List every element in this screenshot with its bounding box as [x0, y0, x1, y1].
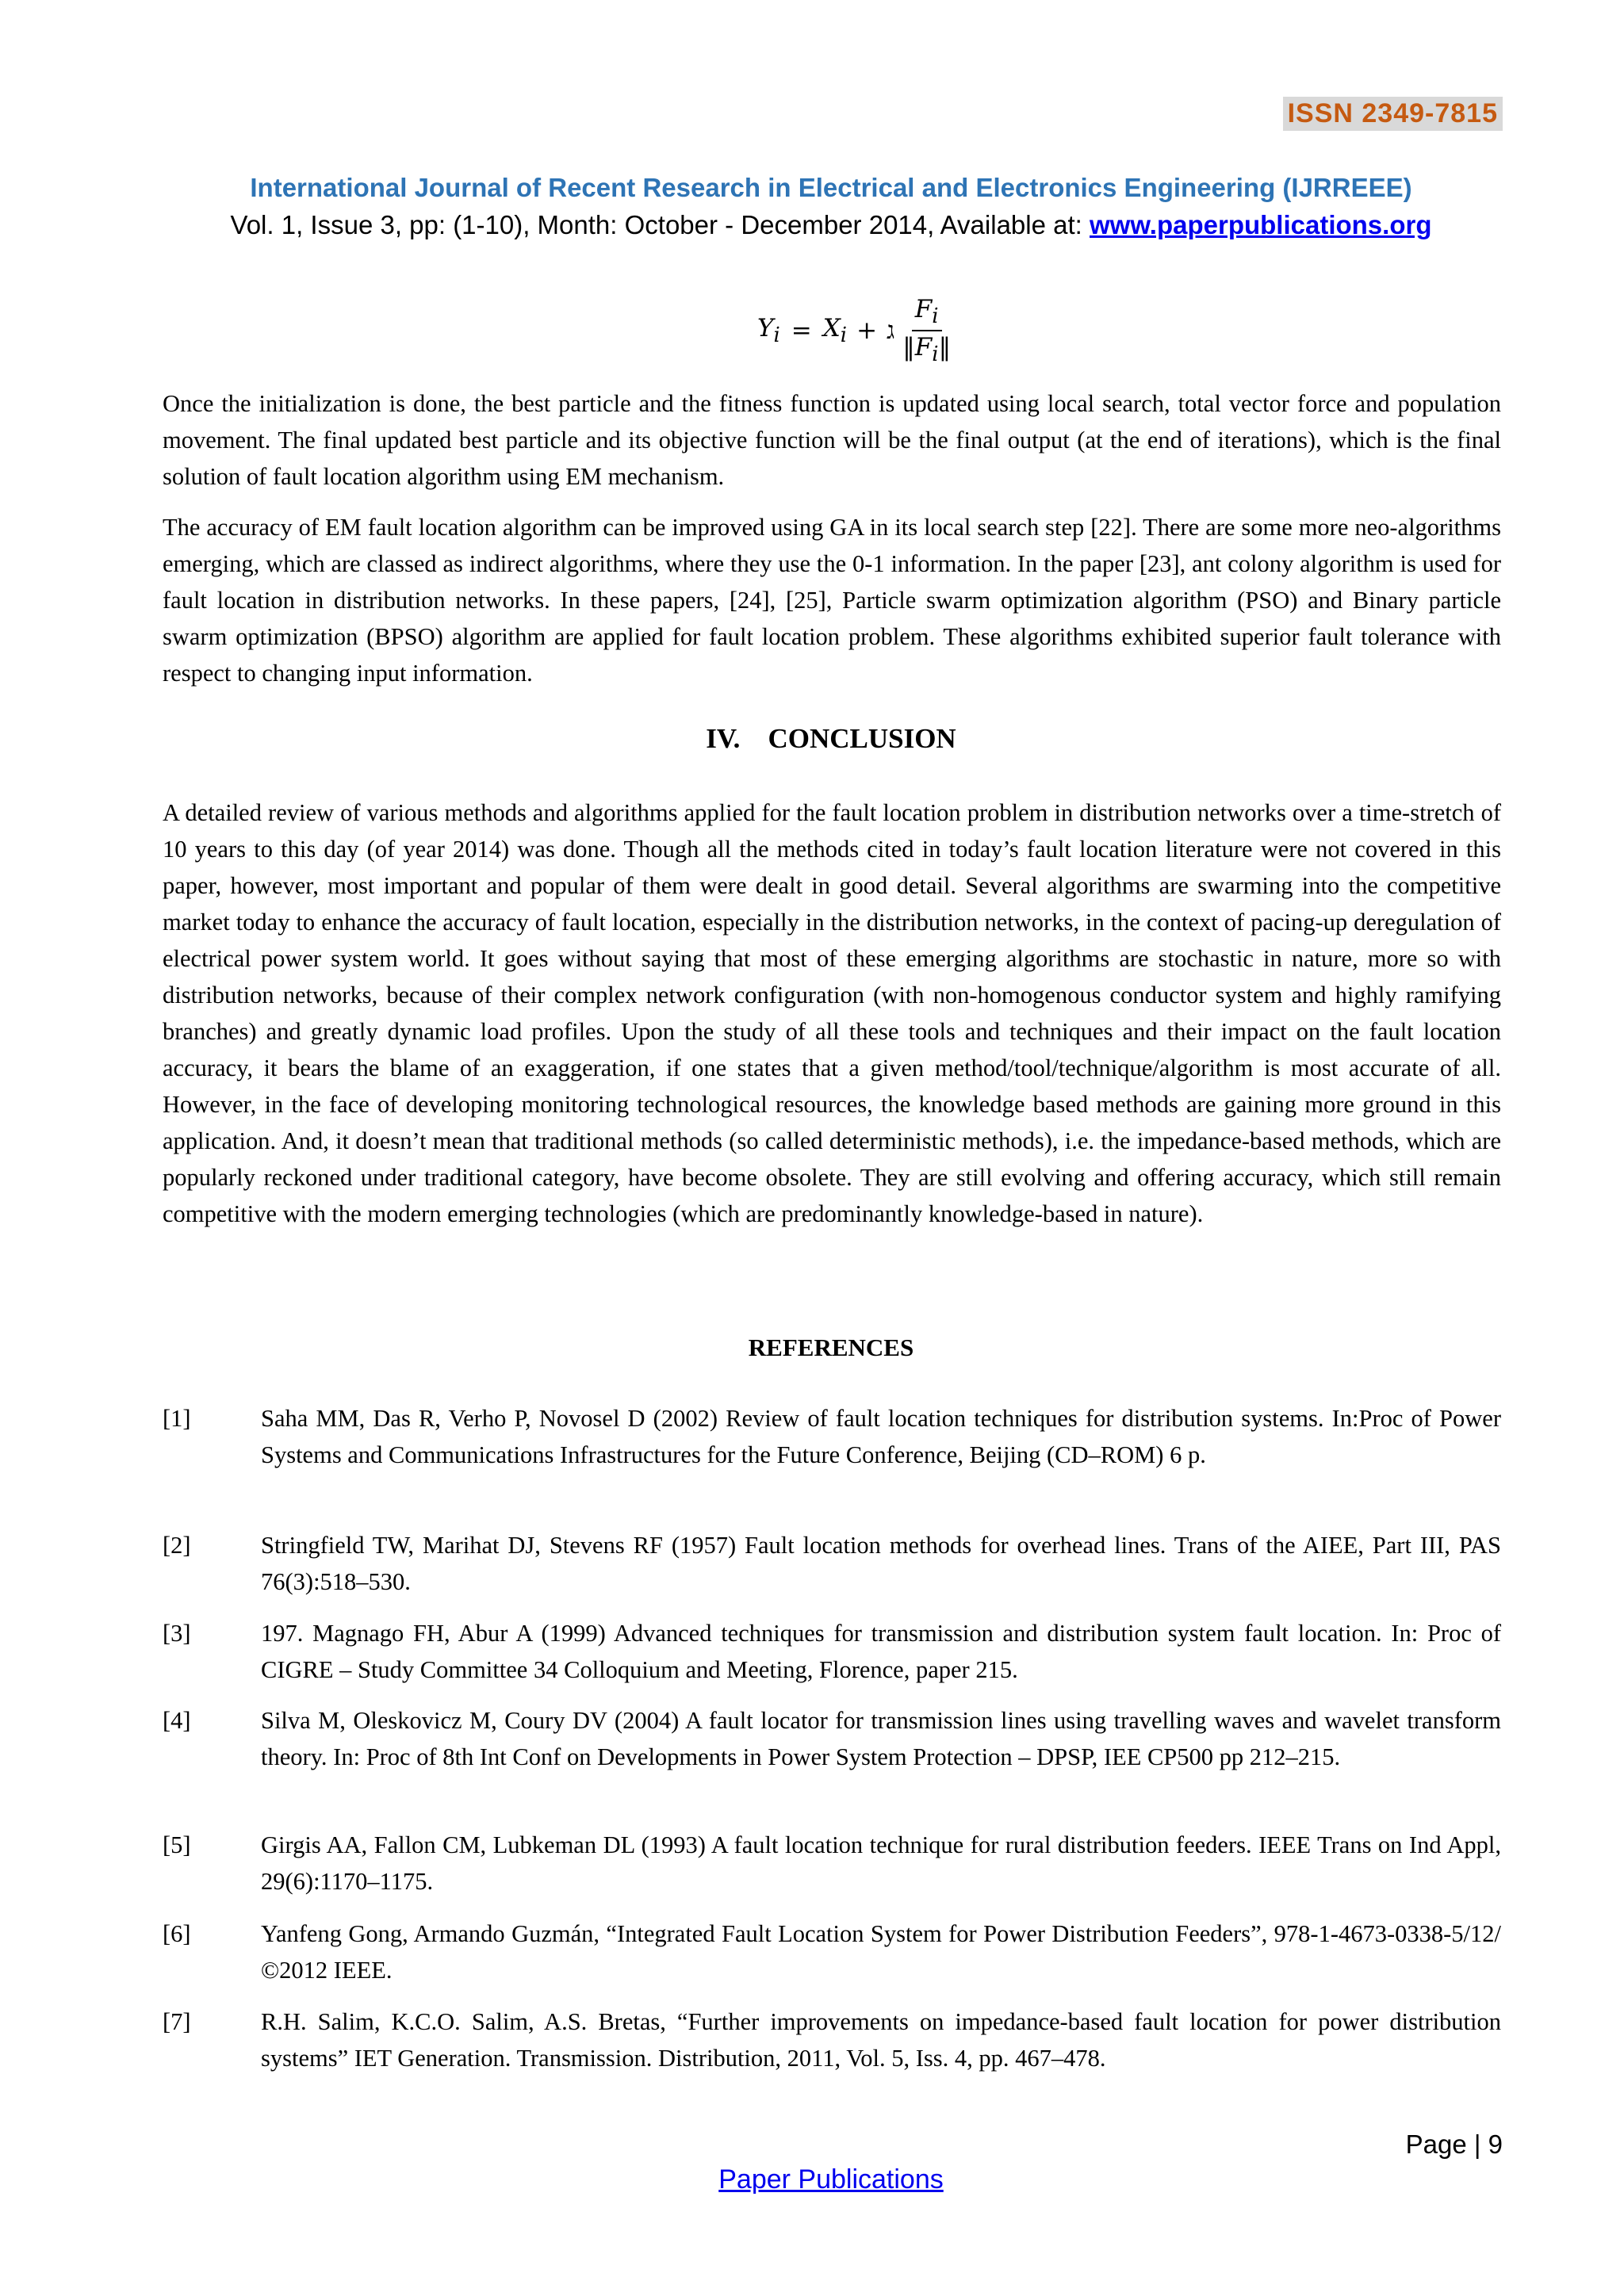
eq-numerator: $F_i$ — [912, 295, 942, 331]
reference-item — [163, 1615, 1501, 1688]
paragraph: Once the initialization is done, the best particle and the fitness function is updated using local search, total vector force and population movement. The final updated best particle and its objective function will be the final output (at the end of iterations), which is the final solution of fault location algorithm using EM mechanism. — [163, 390, 1501, 490]
issn-badge: ISSN 2349-7815 — [1283, 97, 1503, 131]
reference-number: [5] — [163, 1831, 191, 1858]
website-link[interactable]: www.paperpublications.org — [1090, 210, 1432, 239]
reference-text: Girgis AA, Fallon CM, Lubkeman DL (1993) A fault location technique for rural distribution feeders. IEEE Trans on Ind Appl, 29(6):1170–1175. — [261, 1831, 1501, 1895]
equation — [757, 295, 951, 366]
reference-text: Saha MM, Das R, Verho P, Novosel D (2002) Review of fault location techniques for distribution systems. In:Proc of Power Systems and Communications Infrastructures for the Future Conference, Beijing (CD–ROM) 6 p. — [261, 1405, 1501, 1468]
eq-lambda: ג — [887, 316, 895, 346]
reference-number: [3] — [163, 1620, 191, 1647]
section-number: IV. — [706, 723, 741, 754]
reference-number: [2] — [163, 1532, 191, 1559]
reference-number: [7] — [163, 2008, 191, 2035]
volume-text: Vol. 1, Issue 3, pp: (1-10), Month: October - December 2014, Available at: — [230, 210, 1090, 239]
page-number: Page | 9 — [1405, 2130, 1503, 2159]
publisher-link[interactable]: Paper Publications — [718, 2164, 944, 2195]
eq-denominator: $‖F_i‖$ — [902, 333, 952, 367]
reference-text: Stringfield TW, Marihat DJ, Stevens RF (1957) Fault location methods for overhead lines. Trans of the AIEE, Part III, PAS 76(3):518–530. — [261, 1532, 1501, 1595]
reference-text: R.H. Salim, K.C.O. Salim, A.S. Bretas, “Further improvements on impedance-based fault location for power distribution systems” IET Generation. Transmission. Distribution, 2011, Vol. 5, Iss. 4, pp. 467–478. — [261, 2008, 1501, 2072]
reference-text: Yanfeng Gong, Armando Guzmán, “Integrated Fault Location System for Power Distribution Feeders”, 978-1-4673-0338-5/12/ ©2012 IEEE. — [261, 1920, 1501, 1984]
reference-number: [4] — [163, 1707, 191, 1734]
reference-item — [163, 1827, 1501, 1900]
references-heading: REFERENCES — [748, 1334, 914, 1361]
conclusion-paragraph: A detailed review of various methods and algorithms applied for the fault location problem in distribution networks over a time-stretch of 10 years to this day (of year 2014) was done. Though all the methods cited in today’s fault location literature were not covered in this paper, however, most important and popular of them were dealt in good detail. Several algorithms are swarming into the competitive market today to enhance the accuracy of fault location, especially in the distribution networks, in the context of pacing-up deregulation of electrical power system world. It goes without saying that most of these emerging algorithms are stochastic in nature, more so with distribution networks, because of their complex network configuration (with non-homogenous conductor system and highly ramifying branches) and greatly dynamic load profiles. Upon the study of all these tools and techniques and their impact on the fault location accuracy, it bears the blame of an exaggeration, if one states that a given method/tool/technique/algorithm is most accurate of all. However, in the face of developing monitoring technological resources, the knowledge based methods are gaining more ground in this application. And, it doesn’t mean that traditional methods (so called deterministic methods), i.e. the impedance-based methods, which are popularly reckoned under traditional category, have become obsolete. They are still evolving and offering accuracy, which still remain competitive with the modern emerging technologies (which are predominantly knowledge-based in nature). — [163, 799, 1501, 1227]
reference-item — [163, 1702, 1501, 1775]
reference-item — [163, 2003, 1501, 2076]
reference-text: Silva M, Oleskovicz M, Coury DV (2004) A fault locator for transmission lines using travelling waves and wavelet transform theory. In: Proc of 8th Int Conf on Developments in Power System Protection – DPSP, IEE CP500 pp 212–215. — [261, 1707, 1501, 1770]
eq-x: $X_i$ — [822, 314, 848, 348]
eq-equals: = — [791, 316, 812, 346]
reference-number: [1] — [163, 1405, 191, 1432]
journal-title: International Journal of Recent Research in Electrical and Electronics Engineering (IJRREEE) — [250, 173, 1412, 202]
reference-item — [163, 1527, 1501, 1600]
reference-item — [163, 1915, 1501, 1988]
footer — [0, 2164, 1624, 2195]
paragraph: The accuracy of EM fault location algorithm can be improved using GA in its local search step [22]. There are some more neo-algorithms emerging, which are classed as indirect algorithms, where they use the 0-1 information. In the paper [23], ant colony algorithm is used for fault location in distribution networks. In these papers, [24], [25], Particle swarm optimization algorithm (PSO) and Binary particle swarm optimization (BPSO) algorithm are applied for fault location problem. These algorithms exhibited superior fault tolerance with respect to changing input information. — [163, 514, 1501, 687]
eq-fraction — [902, 295, 951, 366]
section-heading — [0, 723, 1624, 755]
reference-text: 197. Magnago FH, Abur A (1999) Advanced techniques for transmission and distribution system fault location. In: Proc of CIGRE – Study Committee 34 Colloquium and Meeting, Florence, paper 215. — [261, 1620, 1501, 1683]
reference-item — [163, 1400, 1501, 1473]
eq-lhs: $Y_i$ — [757, 314, 780, 348]
section-title: CONCLUSION — [768, 723, 956, 754]
reference-number: [6] — [163, 1920, 191, 1947]
volume-info — [0, 210, 1624, 240]
eq-plus: + — [856, 316, 878, 346]
